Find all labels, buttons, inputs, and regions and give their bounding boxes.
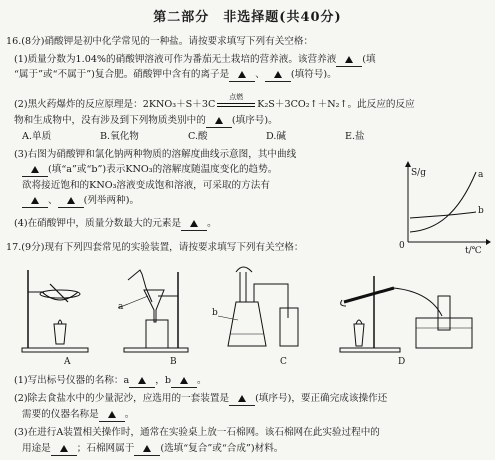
q17-part3-line2: 用途是 ；石棉网属于 (选填“复合”或“合成”)材料。 [22,443,284,454]
answer-blank[interactable] [206,115,232,128]
apparatus-label-a: A [64,357,71,367]
q16-part2-line2: 物和生成物中，没有涉及到下列物质类别中的 (填序号)。 [14,115,278,126]
apparatus-b-filtration [118,262,196,354]
apparatus-label-c: C [280,357,287,367]
triangle-icon [67,197,75,204]
answer-blank[interactable] [171,375,197,388]
q16-part4: (4)在硝酸钾中，质量分数最大的元素是 。 [14,218,217,229]
apparatus-label-b: B [170,357,177,367]
triangle-icon [60,445,68,452]
apparatus-a-evaporation [18,262,98,354]
apparatus-d-heating-collection [334,262,484,354]
graph-y-label: S/g [411,168,426,178]
triangle-icon [190,220,198,227]
answer-blank[interactable] [129,375,155,388]
q16-option-a: A.单质 [22,131,52,142]
q16-part2-line1: (2)黑火药爆炸的反应原理是：2KNO₃＋S＋3C 点燃 K₂S＋3CO₂↑＋N₂↑。此反应的反应 [14,93,415,110]
curve-b-line [410,212,476,218]
triangle-icon [238,395,246,402]
section-title: 第二部分 非选择题(共40分) [153,10,342,25]
answer-blank[interactable] [51,443,77,456]
reaction-condition: 点燃 [229,93,244,101]
curve-b-label: b [478,206,484,216]
q16-option-c: C.酸 [188,131,208,142]
q16-part3-line1: (3)右图为硝酸钾和氯化钠两种物质的溶解度曲线示意图，其中曲线 [14,149,297,160]
answer-blank[interactable] [181,218,207,231]
apparatus-c-gas-generation [208,262,314,354]
answer-blank[interactable] [336,54,362,67]
graph-origin: 0 [399,241,405,251]
q17-part3-line1: (3)在进行A装置相关操作时，通常在实验桌上放一石棉网。该石棉网在此实验过程中的 [14,427,380,438]
answer-blank[interactable] [229,393,255,406]
q16-option-e: E.盐 [345,131,365,142]
triangle-icon [238,71,246,78]
answer-blank[interactable] [22,164,48,177]
q17-part1: (1)写出标号仪器的名称：a ，b 。 [14,375,207,386]
answer-blank[interactable] [229,69,255,82]
triangle-icon [143,445,151,452]
q16-option-b: B.氧化物 [100,131,139,142]
answer-blank[interactable] [22,195,48,208]
triangle-icon [180,377,188,384]
triangle-icon [274,71,282,78]
q16-part3-line2: (填“a”或“b”)表示KNO₃的溶解度随温度变化的趋势。 [22,164,277,177]
q17-part2-line1: (2)除去食盐水中的少量泥沙，应选用的一套装置是 (填序号)，要正确完成该操作还 [14,393,388,404]
triangle-icon [31,166,39,173]
graph-x-label: t/℃ [465,246,482,256]
curve-a-label: a [478,170,484,180]
answer-blank[interactable] [58,195,84,208]
answer-blank[interactable] [99,409,125,422]
q16-part3-line4: 、 (列举两种)。 [22,195,139,208]
q17-stem: 17.(9分)现有下列四套常见的实验装置，请按要求填写下列有关空格： [6,242,304,253]
answer-blank[interactable] [134,443,160,456]
triangle-icon [215,117,223,124]
curve-a-line [410,172,476,232]
triangle-icon [138,377,146,384]
triangle-icon [108,411,116,418]
instrument-label-b: b [212,308,218,318]
q16-option-d: D.碱 [266,131,286,142]
answer-blank[interactable] [265,69,291,82]
apparatus-label-d: D [398,357,406,367]
q16-part1-line1: (1)质量分数为1.04%的硝酸钾溶液可作为番茄无土栽培的营养液。该营养液 (填 [14,54,376,65]
triangle-icon [345,56,353,63]
q16-part1-line2: “属于”或“不属于”)复合肥。硝酸钾中含有的离子是 、 (填符号)。 [14,69,337,80]
q16-part3-line3: 欲将接近饱和的KNO₃溶液变成饱和溶液，可采取的方法有 [22,180,270,191]
reaction-arrow-icon [217,103,255,107]
triangle-icon [31,197,39,204]
q17-part2-line2: 需要的仪器名称是 。 [22,409,135,420]
instrument-label-a: a [118,302,124,312]
q16-stem: 16.(8分)硝酸钾是初中化学常见的一种盐。请按要求填写下列有关空格： [6,36,314,47]
